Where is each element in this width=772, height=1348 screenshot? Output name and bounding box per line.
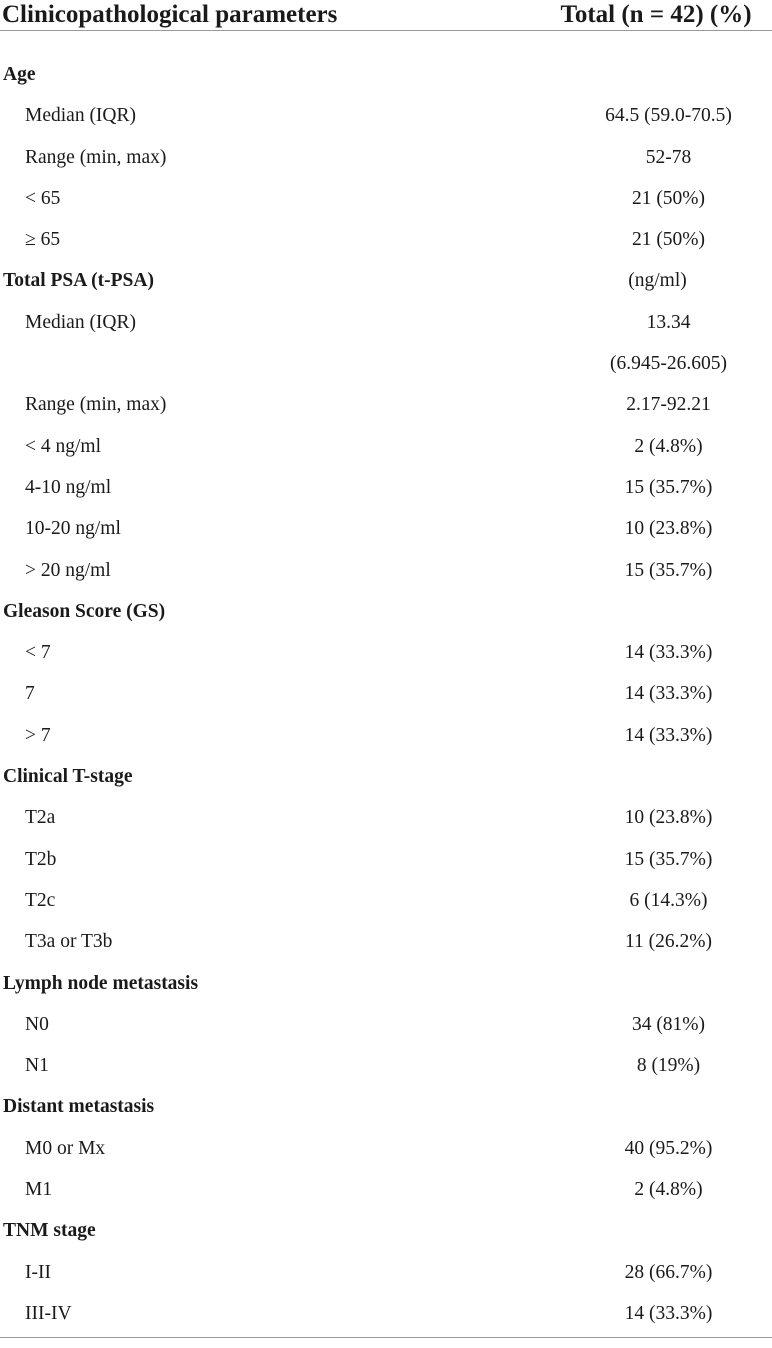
value-cell: [543, 269, 772, 293]
table-row: [0, 1137, 772, 1178]
table-row: [0, 848, 772, 889]
parameter-label: 4-10 ng/ml: [25, 476, 112, 498]
table-row: [0, 1013, 772, 1054]
table-row: [0, 1261, 772, 1302]
section-label: TNM stage: [3, 1220, 96, 1242]
value-cell: [565, 930, 772, 954]
header-total: Total (n = 42) (%): [560, 1, 752, 28]
table-row: [0, 806, 772, 847]
value-text: 11 (26.2%): [624, 931, 712, 953]
value-text-continued: (6.945-26.605): [610, 352, 727, 374]
value-text: 15 (35.7%): [624, 476, 713, 498]
section-row: [0, 269, 772, 310]
table-row: [0, 228, 772, 269]
table-row: [0, 641, 772, 682]
table-header: [0, 0, 772, 31]
section-row: [0, 63, 772, 104]
value-cell: [565, 1054, 772, 1078]
value-text: 10 (23.8%): [624, 518, 713, 540]
value-cell: [565, 517, 772, 541]
parameter-label: T2b: [25, 848, 57, 870]
parameter-label: I-II: [25, 1261, 51, 1283]
value-text: 14 (33.3%): [624, 724, 713, 746]
value-text: 28 (66.7%): [624, 1261, 713, 1283]
parameter-label: > 20 ng/ml: [25, 559, 111, 581]
section-row: [0, 765, 772, 806]
table-row: [0, 930, 772, 971]
section-label: Distant metastasis: [3, 1096, 155, 1118]
value-text: 21 (50%): [631, 229, 706, 251]
table-row: [0, 889, 772, 930]
parameter-label: T2c: [25, 889, 56, 911]
parameter-label: M0 or Mx: [25, 1137, 106, 1159]
parameter-label: Median (IQR): [25, 311, 137, 333]
value-text: 14 (33.3%): [624, 1302, 713, 1324]
table-row: [0, 187, 772, 228]
parameter-label: N1: [25, 1055, 49, 1077]
value-cell: [565, 146, 772, 170]
table-row: [0, 311, 772, 394]
value-text: 6 (14.3%): [629, 889, 708, 911]
table-row: [0, 476, 772, 517]
value-cell: [565, 228, 772, 252]
value-cell: [565, 1013, 772, 1037]
value-cell: [565, 311, 772, 376]
parameter-label: Median (IQR): [25, 105, 137, 127]
value-cell: [565, 187, 772, 211]
parameter-label: Range (min, max): [25, 146, 167, 168]
value-cell: [565, 848, 772, 872]
value-cell: [565, 724, 772, 748]
section-row: [0, 1095, 772, 1136]
section-label: Clinical T-stage: [3, 766, 133, 788]
parameter-label: < 4 ng/ml: [25, 435, 102, 457]
table-body: [0, 31, 772, 1343]
table-row: [0, 1178, 772, 1219]
table-row: [0, 435, 772, 476]
parameter-label: Range (min, max): [25, 394, 167, 416]
value-cell: [565, 393, 772, 417]
value-text: (ng/ml): [628, 270, 687, 292]
section-label: Total PSA (t-PSA): [3, 270, 154, 292]
value-cell: [565, 1261, 772, 1285]
value-cell: [565, 641, 772, 665]
value-text: 2 (4.8%): [634, 1179, 703, 1201]
value-text: 52-78: [645, 146, 692, 168]
table-row: [0, 682, 772, 723]
value-cell: [565, 1302, 772, 1326]
value-text: 2.17-92.21: [626, 394, 711, 416]
table-row: [0, 146, 772, 187]
value-cell: [565, 682, 772, 706]
value-text: 14 (33.3%): [624, 683, 713, 705]
parameter-label: N0: [25, 1013, 49, 1035]
value-text: 15 (35.7%): [624, 848, 713, 870]
parameter-label: T3a or T3b: [25, 931, 113, 953]
section-row: [0, 1219, 772, 1260]
section-row: [0, 600, 772, 641]
value-cell: [565, 889, 772, 913]
value-cell: [565, 1178, 772, 1202]
value-text: 13.34: [646, 311, 691, 333]
value-cell: [565, 806, 772, 830]
value-cell: [565, 476, 772, 500]
value-text: 2 (4.8%): [634, 435, 703, 457]
value-text: 21 (50%): [631, 187, 706, 209]
value-text: 40 (95.2%): [624, 1137, 713, 1159]
parameter-label: > 7: [25, 724, 51, 746]
value-text: 34 (81%): [631, 1013, 706, 1035]
section-label: Age: [3, 64, 36, 85]
value-cell: [565, 1137, 772, 1161]
parameter-label: 7: [25, 683, 35, 705]
table-bottom-rule: [0, 1337, 772, 1338]
section-label: Gleason Score (GS): [3, 600, 166, 622]
parameter-label: < 65: [25, 187, 61, 209]
value-text: 14 (33.3%): [624, 642, 713, 664]
value-cell: [565, 559, 772, 583]
table-row: [0, 559, 772, 600]
section-row: [0, 972, 772, 1013]
value-cell: [565, 104, 772, 128]
table-row: [0, 104, 772, 145]
table-row: [0, 517, 772, 558]
parameter-label: T2a: [25, 807, 56, 829]
parameter-label: < 7: [25, 642, 51, 664]
parameter-label: III-IV: [25, 1302, 72, 1324]
header-parameters: Clinicopathological parameters: [2, 1, 338, 28]
table-row: [0, 1054, 772, 1095]
parameter-label: ≥ 65: [25, 229, 61, 251]
value-text: 10 (23.8%): [624, 807, 713, 829]
table-row: [0, 393, 772, 434]
parameter-label: M1: [25, 1179, 53, 1201]
value-cell: [565, 435, 772, 459]
parameter-label: 10-20 ng/ml: [25, 518, 121, 540]
value-text: 15 (35.7%): [624, 559, 713, 581]
value-text: 8 (19%): [636, 1055, 701, 1077]
section-label: Lymph node metastasis: [3, 972, 199, 994]
value-text: 64.5 (59.0-70.5): [605, 105, 732, 127]
table-row: [0, 724, 772, 765]
